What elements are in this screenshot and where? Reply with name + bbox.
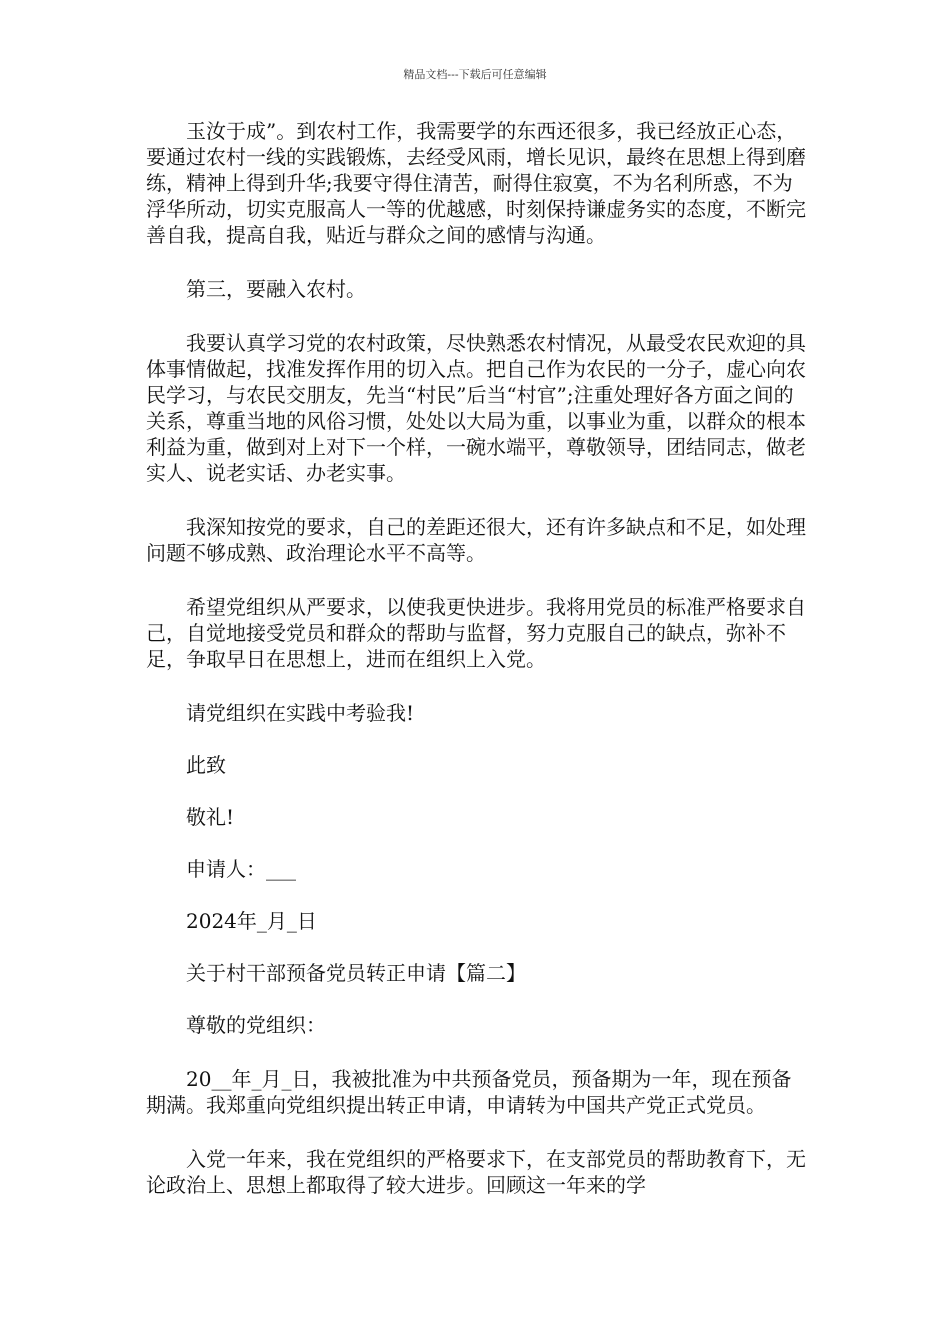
paragraph-1: 玉汝于成”。到农村工作，我需要学的东西还很多，我已经放正心态，要通过农村一线的实践锻炼，去经受风雨，增长见识，最终在思想上得到磨练，精神上得到升华;我要守得住清苦，耐得住寂寞，不为名利所惑，不为浮华所动，切实克服高人一等的优越感，时刻保持谦虚务实的态度，不断完善自我，提高自我，贴近与群众之间的感情与沟通。 xyxy=(146,119,806,247)
paragraph-13: 20__年_月_日，我被批准为中共预备党员，预备期为一年，现在预备期满。我郑重向党组织提出转正申请，申请转为中国共产党正式党员。 xyxy=(146,1067,792,1117)
date-line: 2024年_月_日 xyxy=(186,909,317,933)
paragraph-5: 希望党组织从严要求，以使我更快进步。我将用党员的标准严格要求自己，自觉地接受党员和群众的帮助与监督，努力克服自己的缺点，弥补不足，争取早日在思想上，进而在组织上入党。 xyxy=(146,595,806,671)
applicant-line: 申请人：___ xyxy=(186,857,296,881)
section-title: 关于村干部预备党员转正申请【篇二】 xyxy=(186,961,526,985)
page-header: 精品文档---下载后可任意编辑 xyxy=(403,68,547,81)
paragraph-14: 入党一年来，我在党组织的严格要求下，在支部党员的帮助教育下，无论政治上、思想上都取得了较大进步。回顾这一年来的学 xyxy=(146,1147,806,1197)
closing-salutation: 此致 xyxy=(186,753,226,777)
paragraph-2: 第三，要融入农村。 xyxy=(186,277,366,301)
paragraph-3: 我要认真学习党的农村政策，尽快熟悉农村情况，从最受农民欢迎的具体事情做起，找准发挥作用的切入点。把自己作为农民的一分子，虚心向农民学习，与农民交朋友，先当“村民”后当“村官”;注重处理好各方面之间的关系，尊重当地的风俗习惯，处处以大局为重，以事业为重，以群众的根本利益为重，做到对上对下一个样，一碗水端平，尊敬领导，团结同志，做老实人、说老实话、办老实事。 xyxy=(146,331,806,485)
document-body xyxy=(146,118,811,1198)
paragraph-4: 我深知按党的要求，自己的差距还很大，还有许多缺点和不足，如处理问题不够成熟、政治理论水平不高等。 xyxy=(146,515,806,565)
greeting: 尊敬的党组织： xyxy=(186,1013,326,1037)
closing-respect: 敬礼! xyxy=(186,805,235,829)
paragraph-6: 请党组织在实践中考验我! xyxy=(186,701,415,725)
